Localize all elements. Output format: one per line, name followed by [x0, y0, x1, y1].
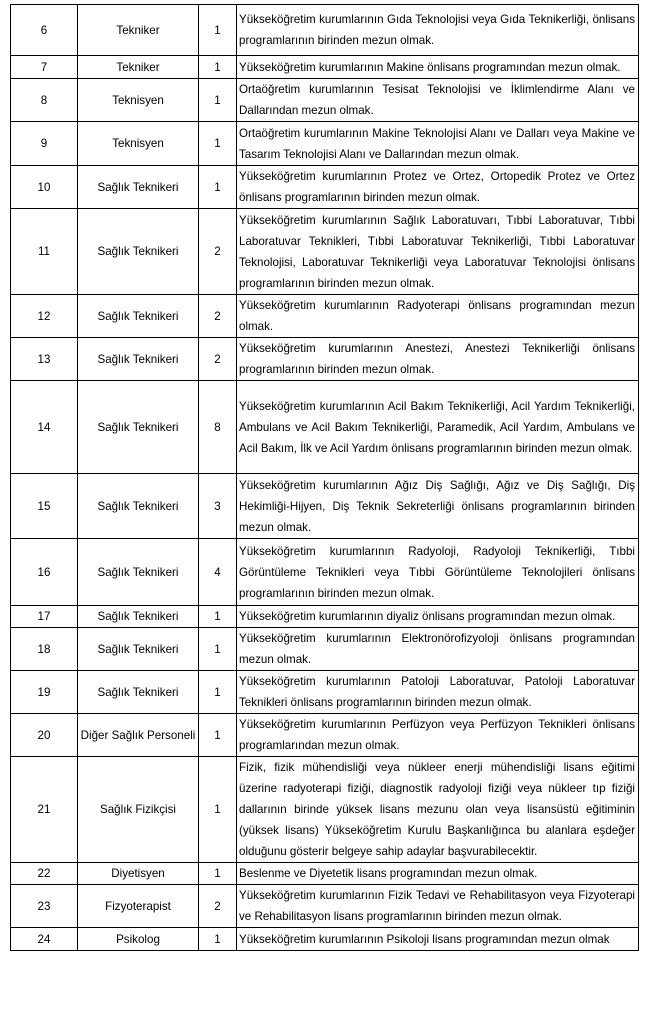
table-row	[11, 628, 639, 671]
positions-table	[10, 4, 639, 951]
table-row	[11, 757, 639, 863]
position-count: 1	[199, 863, 237, 885]
position-title: Sağlık Fizikçisi	[78, 757, 199, 863]
position-title: Tekniker	[78, 56, 199, 79]
position-count: 2	[199, 209, 237, 295]
table-row	[11, 79, 639, 122]
position-title: Diyetisyen	[78, 863, 199, 885]
position-title: Fizyoterapist	[78, 885, 199, 928]
row-number: 23	[11, 885, 78, 928]
table-row	[11, 295, 639, 338]
position-count: 3	[199, 474, 237, 539]
requirement-text: Yükseköğretim kurumlarının Fizik Tedavi ve Rehabilitasyon veya Fizyoterapi ve Rehabilitasyon lisans programlarının birinden mezun olmak.	[237, 885, 639, 928]
requirement-text: Yükseköğretim kurumlarının Radyoterapi önlisans programından mezun olmak.	[237, 295, 639, 338]
row-number: 22	[11, 863, 78, 885]
position-title: Diğer Sağlık Personeli	[78, 714, 199, 757]
position-title: Sağlık Teknikeri	[78, 338, 199, 381]
row-number: 16	[11, 539, 78, 606]
row-number: 7	[11, 56, 78, 79]
row-number: 21	[11, 757, 78, 863]
requirement-text: Yükseköğretim kurumlarının Radyoloji, Radyoloji Teknikerliği, Tıbbi Görüntüleme Teknikleri veya Tıbbi Görüntüleme Teknolojileri önlisans programlarının birinden mezun olmak.	[237, 539, 639, 606]
table-row	[11, 539, 639, 606]
position-title: Sağlık Teknikeri	[78, 166, 199, 209]
requirement-text: Yükseköğretim kurumlarının Anestezi, Anestezi Teknikerliği önlisans programlarının birinden mezun olmak.	[237, 338, 639, 381]
table-row	[11, 56, 639, 79]
position-title: Sağlık Teknikeri	[78, 474, 199, 539]
position-title: Sağlık Teknikeri	[78, 606, 199, 628]
position-title: Psikolog	[78, 928, 199, 951]
position-count: 1	[199, 606, 237, 628]
requirement-text: Ortaöğretim kurumlarının Tesisat Teknolojisi ve İklimlendirme Alanı ve Dallarından mezun olmak.	[237, 79, 639, 122]
table-row	[11, 166, 639, 209]
table-row	[11, 5, 639, 56]
row-number: 9	[11, 122, 78, 166]
requirement-text: Yükseköğretim kurumlarının Perfüzyon veya Perfüzyon Teknikleri önlisans programlarından mezun olmak.	[237, 714, 639, 757]
position-count: 1	[199, 671, 237, 714]
row-number: 13	[11, 338, 78, 381]
row-number: 20	[11, 714, 78, 757]
requirement-text: Yükseköğretim kurumlarının Ağız Diş Sağlığı, Ağız ve Diş Sağlığı, Diş Hekimliği-Hijyen, Diş Teknik Sekreterliği önlisans programlarının birinden mezun olmak.	[237, 474, 639, 539]
position-count: 4	[199, 539, 237, 606]
requirement-text: Yükseköğretim kurumlarının Gıda Teknolojisi veya Gıda Teknikerliği, önlisans programlarının birinden mezun olmak.	[237, 5, 639, 56]
requirement-text: Yükseköğretim kurumlarının Makine önlisans programından mezun olmak.	[237, 56, 639, 79]
position-title: Sağlık Teknikeri	[78, 628, 199, 671]
row-number: 14	[11, 381, 78, 474]
position-count: 1	[199, 714, 237, 757]
table-row	[11, 863, 639, 885]
position-title: Teknisyen	[78, 122, 199, 166]
position-count: 1	[199, 79, 237, 122]
position-title: Teknisyen	[78, 79, 199, 122]
position-title: Sağlık Teknikeri	[78, 295, 199, 338]
position-count: 1	[199, 757, 237, 863]
requirement-text: Beslenme ve Diyetetik lisans programından mezun olmak.	[237, 863, 639, 885]
row-number: 8	[11, 79, 78, 122]
row-number: 19	[11, 671, 78, 714]
position-count: 2	[199, 885, 237, 928]
position-count: 2	[199, 338, 237, 381]
position-count: 1	[199, 166, 237, 209]
row-number: 11	[11, 209, 78, 295]
requirement-text: Yükseköğretim kurumlarının Psikoloji lisans programından mezun olmak	[237, 928, 639, 951]
requirement-text: Yükseköğretim kurumlarının diyaliz önlisans programından mezun olmak.	[237, 606, 639, 628]
positions-table-body	[11, 5, 639, 951]
row-number: 18	[11, 628, 78, 671]
row-number: 12	[11, 295, 78, 338]
row-number: 24	[11, 928, 78, 951]
requirement-text: Yükseköğretim kurumlarının Sağlık Laboratuvarı, Tıbbi Laboratuvar, Tıbbi Laboratuvar Teknikleri, Tıbbi Laboratuvar Teknikerliği, Tıbbi Laboratuvar Teknolojisi, Laboratuvar Teknikerliği veya Laboratuvar Teknolojisi önlisans programlarının birinden mezun olmak.	[237, 209, 639, 295]
row-number: 15	[11, 474, 78, 539]
position-count: 1	[199, 5, 237, 56]
table-row	[11, 671, 639, 714]
requirement-text: Fizik, fizik mühendisliği veya nükleer enerji mühendisliği lisans eğitimi üzerine radyoterapi fiziği, diagnostik radyoloji fiziği veya nükleer tıp fiziği dallarının birinde yüksek lisans mezunu olan veya lisansüstü eğitiminin (yüksek lisans) Yükseköğretim Kurulu Başkanlığınca bu alanlara eşdeğer olduğunu gösterir belgeye sahip adaylar başvurabilecektir.	[237, 757, 639, 863]
requirement-text: Yükseköğretim kurumlarının Elektronörofizyoloji önlisans programından mezun olmak.	[237, 628, 639, 671]
table-row	[11, 885, 639, 928]
table-row	[11, 606, 639, 628]
table-row	[11, 338, 639, 381]
position-title: Sağlık Teknikeri	[78, 381, 199, 474]
position-title: Sağlık Teknikeri	[78, 209, 199, 295]
row-number: 6	[11, 5, 78, 56]
requirement-text: Yükseköğretim kurumlarının Protez ve Ortez, Ortopedik Protez ve Ortez önlisans programlarının birinden mezun olmak.	[237, 166, 639, 209]
table-row	[11, 474, 639, 539]
position-count: 8	[199, 381, 237, 474]
position-title: Sağlık Teknikeri	[78, 671, 199, 714]
position-count: 1	[199, 122, 237, 166]
position-count: 1	[199, 628, 237, 671]
table-row	[11, 122, 639, 166]
position-title: Sağlık Teknikeri	[78, 539, 199, 606]
row-number: 17	[11, 606, 78, 628]
table-row	[11, 209, 639, 295]
table-row	[11, 928, 639, 951]
row-number: 10	[11, 166, 78, 209]
table-row	[11, 714, 639, 757]
position-title: Tekniker	[78, 5, 199, 56]
requirement-text: Yükseköğretim kurumlarının Acil Bakım Teknikerliği, Acil Yardım Teknikerliği, Ambulans ve Acil Bakım Teknikerliği, Paramedik, Acil Yardım, Ambulans ve Acil Bakım, İlk ve Acil Yardım önlisans programlarının birinden mezun olmak.	[237, 381, 639, 474]
position-count: 1	[199, 928, 237, 951]
requirement-text: Yükseköğretim kurumlarının Patoloji Laboratuvar, Patoloji Laboratuvar Teknikleri önlisans programlarının birinden mezun olmak.	[237, 671, 639, 714]
position-count: 2	[199, 295, 237, 338]
requirement-text: Ortaöğretim kurumlarının Makine Teknolojisi Alanı ve Dalları veya Makine ve Tasarım Teknolojisi Alanı ve Dallarından mezun olmak.	[237, 122, 639, 166]
table-row	[11, 381, 639, 474]
position-count: 1	[199, 56, 237, 79]
